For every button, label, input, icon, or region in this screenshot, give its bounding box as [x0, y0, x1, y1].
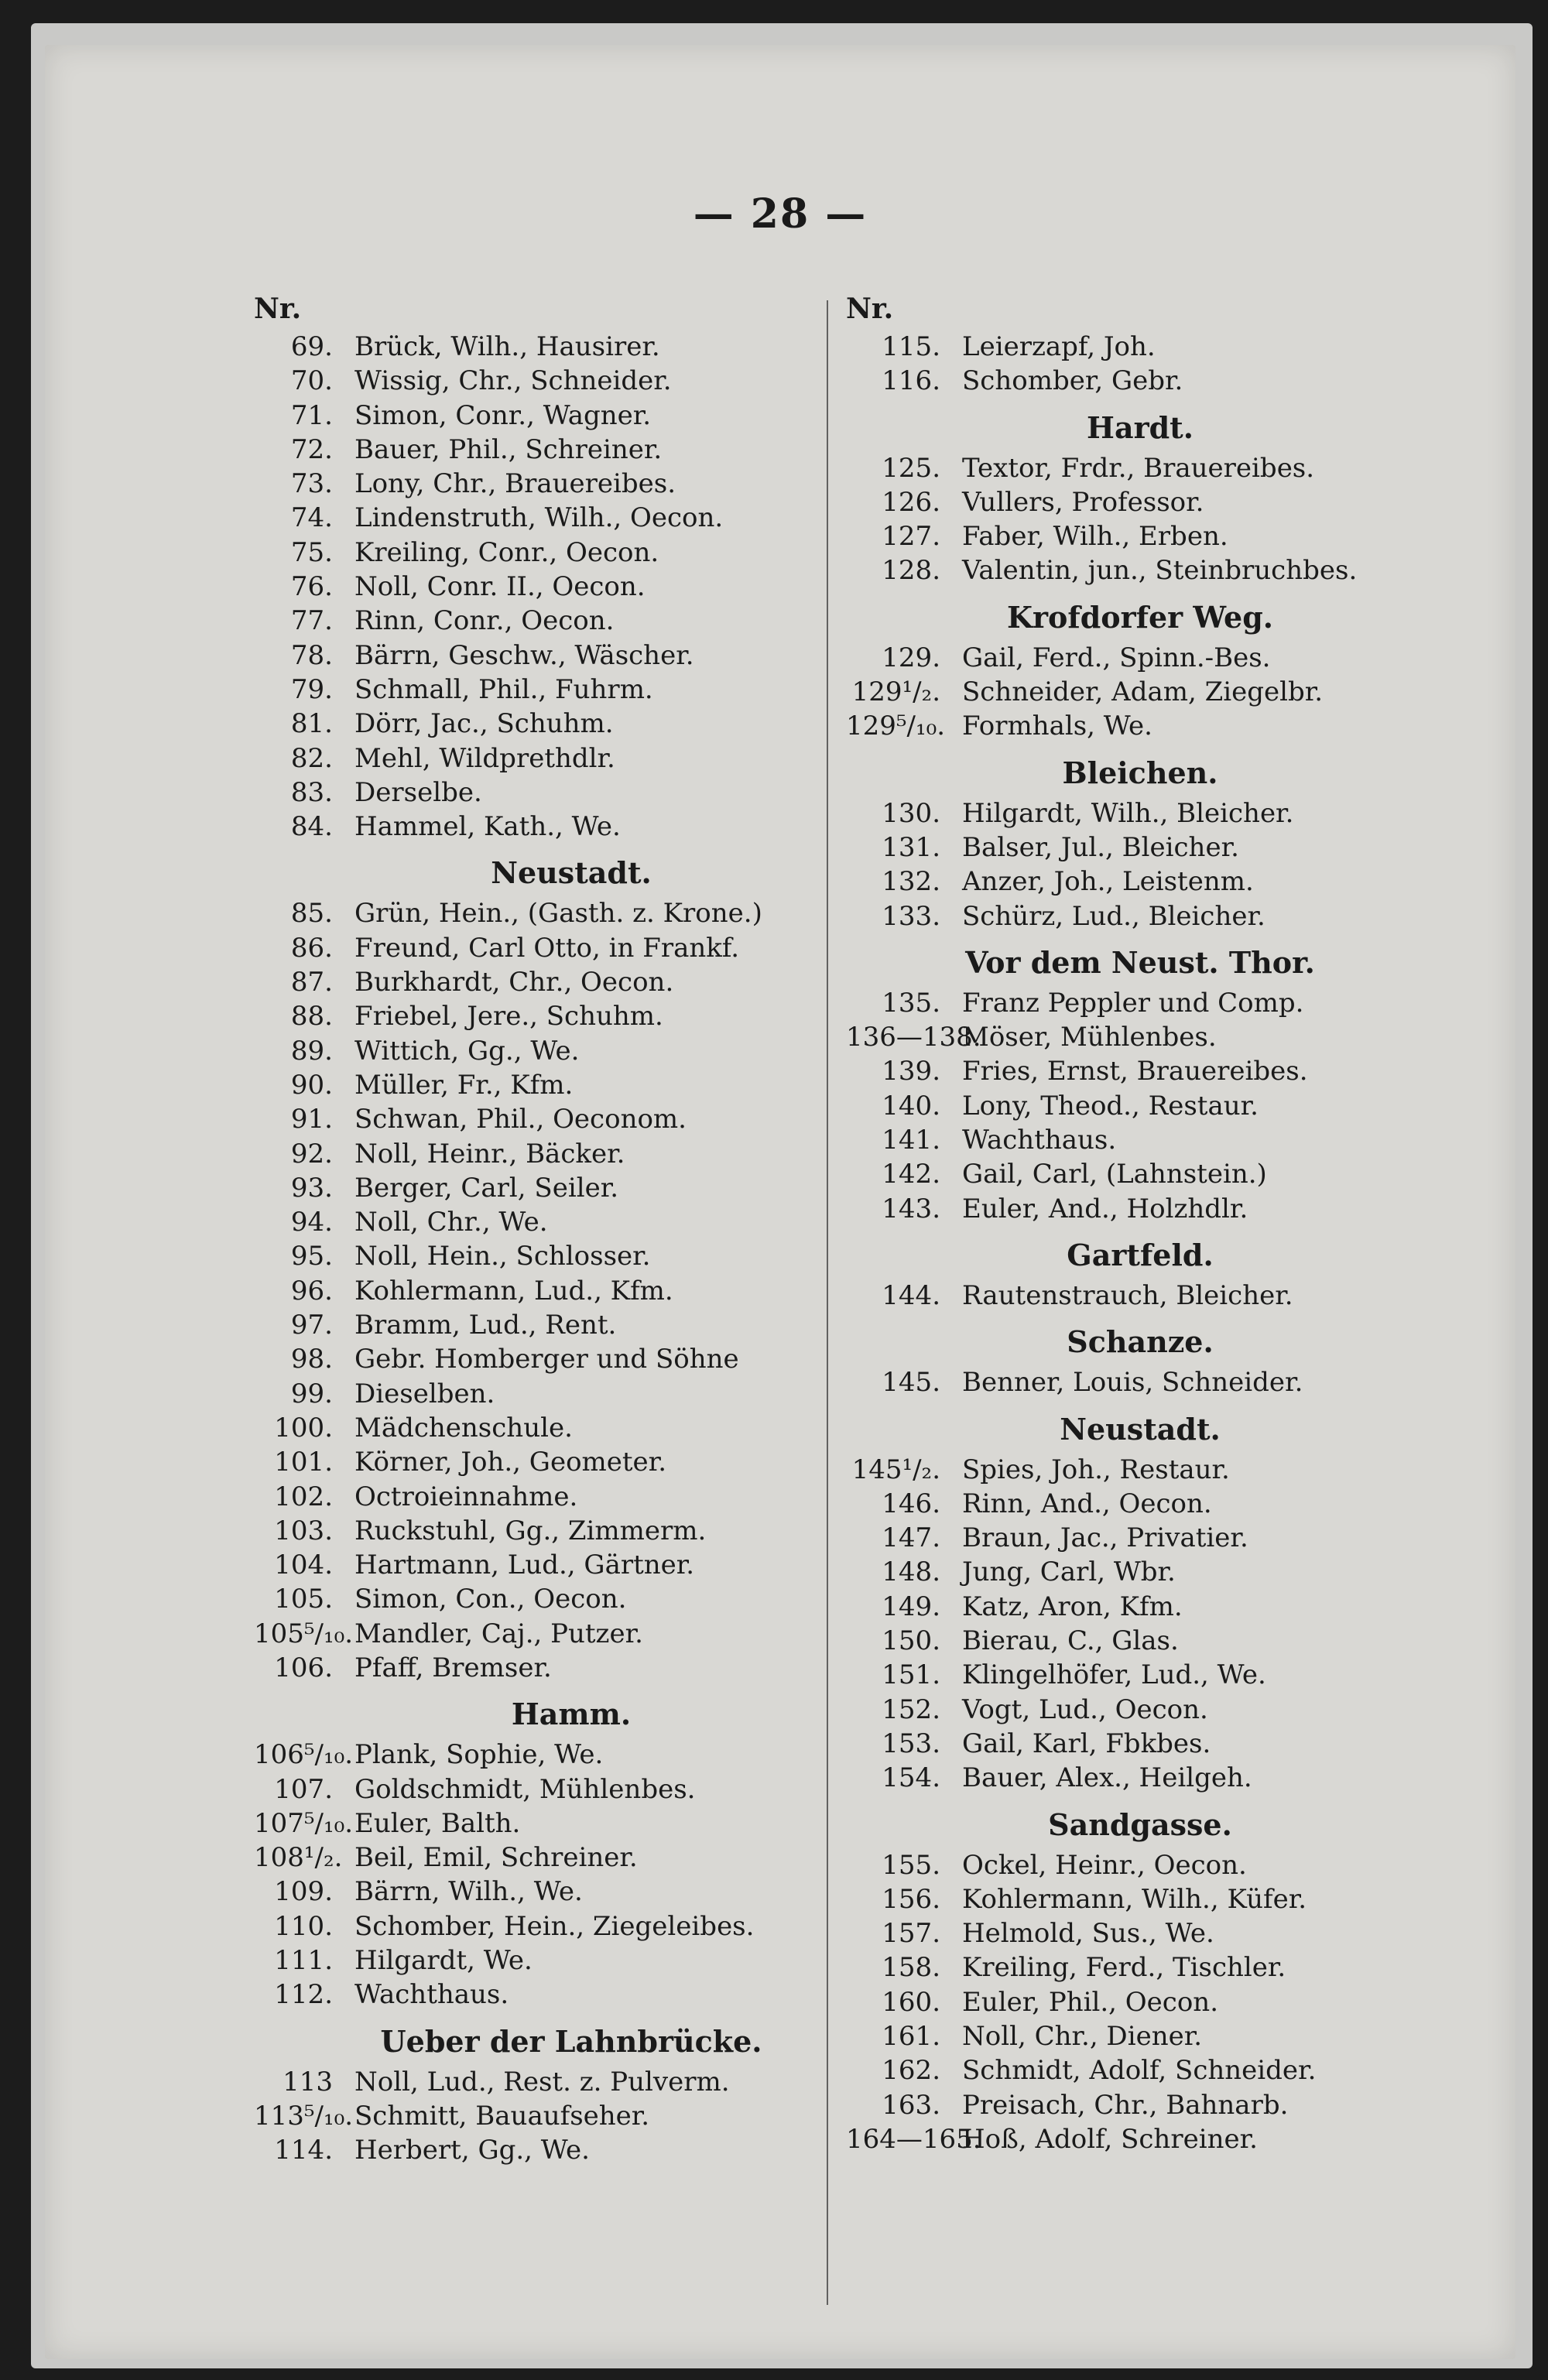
entry-name: Simon, Con., Oecon. — [354, 1584, 627, 1615]
directory-entry — [254, 1875, 889, 1909]
entry-number: 91. — [290, 1104, 333, 1135]
entry-number: 129. — [882, 642, 940, 673]
entry-number: 110. — [274, 1910, 333, 1942]
entry-number: 146. — [882, 1488, 940, 1519]
entry-name: Burkhardt, Chr., Oecon. — [354, 967, 674, 998]
entry-name: Simon, Conr., Wagner. — [354, 399, 652, 431]
directory-entry — [254, 501, 889, 535]
directory-entry — [846, 1157, 1465, 1191]
entry-name: Euler, Balth. — [354, 1807, 521, 1839]
entry-name: Braun, Jac., Privatier. — [962, 1522, 1248, 1554]
directory-entry — [254, 1978, 889, 2012]
entry-number: 95. — [290, 1241, 333, 1272]
entry-name: Kreiling, Ferd., Tischler. — [962, 1952, 1286, 1984]
entry-name: Schomber, Hein., Ziegeleibes. — [354, 1910, 755, 1942]
entry-number: 157. — [882, 1918, 940, 1950]
entry-number: 156. — [882, 1883, 940, 1915]
directory-entry — [846, 1590, 1465, 1624]
entry-name: Euler, And., Holzhdlr. — [962, 1193, 1248, 1224]
entry-number: 74. — [290, 502, 333, 534]
entry-number: 102. — [274, 1481, 333, 1512]
entry-name: Hilgardt, We. — [354, 1945, 533, 1977]
directory-entry — [254, 810, 889, 844]
entry-name: Schwan, Phil., Oeconom. — [354, 1104, 687, 1135]
entry-number: 160. — [882, 1986, 940, 2018]
entry-number: 90. — [290, 1069, 333, 1101]
directory-entry — [254, 1308, 889, 1342]
entry-number: 84. — [290, 811, 333, 843]
directory-entry — [254, 1841, 889, 1875]
entry-name: Brück, Wilh., Hausirer. — [354, 331, 660, 362]
entry-number: 106. — [274, 1652, 333, 1683]
entry-number: 114. — [274, 2135, 333, 2166]
column-header: Nr. — [846, 293, 894, 325]
directory-entry — [846, 1693, 1465, 1727]
entry-number: 131. — [882, 831, 940, 863]
entry-name: Dieselben. — [354, 1378, 495, 1409]
directory-entry — [846, 1020, 1465, 1054]
directory-entry — [846, 451, 1465, 485]
directory-entry — [254, 1772, 889, 1806]
entry-number: 77. — [290, 605, 333, 637]
entry-number: 132. — [882, 866, 940, 898]
entry-name: Schürz, Lud., Bleicher. — [962, 900, 1265, 932]
entry-number: 125. — [882, 452, 940, 484]
entry-number: 126. — [882, 486, 940, 518]
entry-number: 83. — [290, 776, 333, 808]
entry-name: Textor, Frdr., Brauereibes. — [962, 452, 1315, 484]
entry-name: Wissig, Chr., Schneider. — [354, 365, 672, 397]
entry-name: Mädchenschule. — [354, 1412, 573, 1443]
entry-number: 89. — [290, 1035, 333, 1067]
entry-number: 113⁵/₁₀. — [254, 2100, 354, 2132]
entry-number: 98. — [290, 1344, 333, 1375]
entry-number: 112. — [274, 1979, 333, 2011]
directory-entry — [846, 1279, 1465, 1313]
entry-name: Noll, Chr., We. — [354, 1207, 548, 1238]
entry-number: 82. — [290, 742, 333, 774]
entry-number: 115. — [882, 331, 940, 362]
entry-name: Vullers, Professor. — [962, 486, 1204, 518]
entry-name: Balser, Jul., Bleicher. — [962, 831, 1239, 863]
entry-name: Hoß, Adolf, Schreiner. — [962, 2123, 1258, 2155]
directory-entry — [254, 1445, 889, 1479]
entry-number: 92. — [290, 1138, 333, 1169]
entry-number: 147. — [882, 1522, 940, 1554]
entry-name: Müller, Fr., Kfm. — [354, 1069, 574, 1101]
entry-number: 106⁵/₁₀. — [254, 1739, 354, 1771]
directory-entry — [254, 1171, 889, 1205]
street-heading: Vor dem Neust. Thor. — [965, 944, 1315, 980]
directory-entry — [254, 1943, 889, 1978]
entry-number: 143. — [882, 1193, 940, 1224]
directory-entry — [846, 519, 1465, 553]
street-heading: Krofdorfer Weg. — [1006, 599, 1273, 635]
directory-entry — [846, 1848, 1465, 1882]
directory-entry — [254, 330, 889, 364]
street-heading: Hamm. — [511, 1697, 632, 1732]
directory-entry — [254, 2065, 889, 2099]
directory-entry — [846, 1054, 1465, 1088]
entry-number: 86. — [290, 932, 333, 964]
entry-number: 162. — [882, 2055, 940, 2087]
directory-entry — [846, 1192, 1465, 1226]
entry-name: Lony, Theod., Restaur. — [962, 1090, 1259, 1122]
entry-number: 164—165. — [846, 2123, 981, 2155]
entry-name: Hammel, Kath., We. — [354, 811, 621, 843]
entry-number: 130. — [882, 797, 940, 829]
entry-name: Derselbe. — [354, 776, 482, 808]
entry-number: 152. — [882, 1693, 940, 1725]
entry-number: 144. — [882, 1279, 940, 1311]
entry-name: Rinn, And., Oecon. — [962, 1488, 1212, 1519]
entry-name: Gail, Ferd., Spinn.-Bes. — [962, 642, 1271, 673]
entry-number: 107. — [274, 1773, 333, 1805]
street-heading: Neustadt. — [491, 855, 652, 891]
directory-entry — [254, 1651, 889, 1685]
entry-name: Noll, Lud., Rest. z. Pulverm. — [354, 2066, 730, 2097]
entry-name: Ockel, Heinr., Oecon. — [962, 1849, 1247, 1881]
entry-name: Dörr, Jac., Schuhm. — [354, 708, 614, 740]
entry-name: Noll, Chr., Diener. — [962, 2020, 1203, 2052]
entry-name: Lony, Chr., Brauereibes. — [354, 468, 676, 500]
directory-entry — [254, 1377, 889, 1411]
directory-entry — [846, 641, 1465, 675]
entry-name: Gail, Carl, (Lahnstein.) — [962, 1159, 1267, 1190]
entry-name: Octroieinnahme. — [354, 1481, 578, 1512]
entry-name: Franz Peppler und Comp. — [962, 987, 1304, 1019]
directory-entry — [254, 1342, 889, 1376]
entry-name: Jung, Carl, Wbr. — [962, 1556, 1176, 1588]
entry-name: Noll, Conr. II., Oecon. — [354, 571, 646, 603]
entry-name: Schomber, Gebr. — [962, 365, 1183, 397]
entry-number: 93. — [290, 1172, 333, 1204]
directory-entry — [846, 1761, 1465, 1795]
entry-name: Preisach, Chr., Bahnarb. — [962, 2089, 1289, 2121]
entry-name: Benner, Louis, Schneider. — [962, 1367, 1303, 1399]
directory-entry — [254, 931, 889, 965]
entry-number: 150. — [882, 1625, 940, 1657]
entry-name: Beil, Emil, Schreiner. — [354, 1842, 638, 1874]
directory-entry — [254, 1514, 889, 1548]
directory-entry — [846, 675, 1465, 709]
entry-number: 100. — [274, 1412, 333, 1443]
entry-name: Freund, Carl Otto, in Frankf. — [354, 932, 740, 964]
entry-number: 129⁵/₁₀. — [846, 711, 946, 742]
directory-entry — [254, 1738, 889, 1772]
directory-entry — [254, 1582, 889, 1616]
entry-number: 140. — [882, 1090, 940, 1122]
entry-number: 69. — [290, 331, 333, 362]
directory-entry — [846, 1624, 1465, 1658]
entry-name: Pfaff, Bremser. — [354, 1652, 552, 1683]
entry-number: 75. — [290, 536, 333, 568]
street-heading: Gartfeld. — [1067, 1237, 1214, 1272]
entry-name: Euler, Phil., Oecon. — [962, 1986, 1219, 2018]
entry-name: Bärrn, Wilh., We. — [354, 1876, 583, 1908]
left-column — [254, 293, 889, 2168]
street-heading: Bleichen. — [1062, 755, 1218, 790]
entry-name: Lindenstruth, Wilh., Oecon. — [354, 502, 724, 534]
directory-entry — [254, 1480, 889, 1514]
directory-entry — [846, 1882, 1465, 1916]
directory-entry — [254, 604, 889, 638]
directory-entry — [254, 1806, 889, 1841]
entry-number: 128. — [882, 555, 940, 587]
entry-number: 103. — [274, 1515, 333, 1546]
street-heading: Sandgasse. — [1048, 1806, 1232, 1842]
entry-name: Grün, Hein., (Gasth. z. Krone.) — [354, 898, 762, 930]
entry-name: Wachthaus. — [962, 1125, 1117, 1156]
entry-name: Mehl, Wildprethdlr. — [354, 742, 615, 774]
entry-name: Bärrn, Geschw., Wäscher. — [354, 639, 694, 671]
directory-entry — [846, 1365, 1465, 1399]
entry-number: 88. — [290, 1001, 333, 1032]
entry-name: Rinn, Conr., Oecon. — [354, 605, 615, 637]
entry-number: 161. — [882, 2020, 940, 2052]
directory-entry — [254, 1239, 889, 1273]
entry-number: 107⁵/₁₀. — [254, 1807, 354, 1839]
entry-number: 163. — [882, 2089, 940, 2121]
directory-entry — [254, 1205, 889, 1239]
entry-number: 111. — [274, 1945, 333, 1977]
directory-entry — [254, 1034, 889, 1068]
entry-number: 135. — [882, 987, 940, 1019]
entry-name: Kohlermann, Lud., Kfm. — [354, 1275, 673, 1306]
entry-name: Herbert, Gg., We. — [354, 2135, 590, 2166]
entry-name: Rautenstrauch, Bleicher. — [962, 1279, 1293, 1311]
entry-number: 148. — [882, 1556, 940, 1588]
entry-number: 81. — [290, 708, 333, 740]
directory-entry — [846, 1950, 1465, 1984]
directory-entry — [254, 776, 889, 810]
entry-name: Möser, Mühlenbes. — [962, 1022, 1217, 1053]
directory-entry — [846, 2019, 1465, 2053]
directory-entry — [846, 830, 1465, 865]
directory-entry — [846, 553, 1465, 587]
entry-name: Schmall, Phil., Fuhrm. — [354, 673, 653, 705]
entry-name: Plank, Sophie, We. — [354, 1739, 604, 1771]
right-column — [846, 293, 1465, 2156]
entry-number: 97. — [290, 1310, 333, 1341]
column-header: Nr. — [254, 293, 302, 325]
directory-entry — [254, 999, 889, 1033]
directory-entry — [254, 639, 889, 673]
entry-number: 94. — [290, 1207, 333, 1238]
entry-number: 104. — [274, 1550, 333, 1581]
directory-entry — [846, 2088, 1465, 2122]
entry-name: Klingelhöfer, Lud., We. — [962, 1659, 1266, 1691]
entry-number: 85. — [290, 898, 333, 930]
street-heading: Hardt. — [1087, 409, 1194, 445]
directory-entry — [254, 707, 889, 741]
entry-number: 87. — [290, 967, 333, 998]
entry-name: Noll, Heinr., Bäcker. — [354, 1138, 625, 1169]
entry-number: 136—138. — [846, 1022, 981, 1053]
entry-number: 154. — [882, 1762, 940, 1794]
directory-entry — [846, 364, 1465, 398]
directory-entry — [254, 1137, 889, 1171]
entry-name: Kreiling, Conr., Oecon. — [354, 536, 659, 568]
directory-entry — [846, 1658, 1465, 1692]
directory-entry — [846, 2122, 1465, 2156]
entry-name: Katz, Aron, Kfm. — [962, 1591, 1183, 1622]
entry-name: Gail, Karl, Fbkbes. — [962, 1728, 1211, 1759]
entry-name: Bauer, Phil., Schreiner. — [354, 433, 663, 465]
entry-name: Faber, Wilh., Erben. — [962, 521, 1228, 553]
entry-number: 70. — [290, 365, 333, 397]
directory-entry — [846, 1453, 1465, 1487]
directory-entry — [254, 673, 889, 707]
entry-number: 101. — [274, 1447, 333, 1478]
page-number: — 28 — — [693, 190, 868, 238]
entry-number: 72. — [290, 433, 333, 465]
street-heading: Ueber der Lahnbrücke. — [380, 2023, 762, 2059]
directory-entry — [846, 986, 1465, 1020]
entry-number: 108¹/₂. — [254, 1842, 343, 1874]
entry-number: 109. — [274, 1876, 333, 1908]
entry-name: Körner, Joh., Geometer. — [354, 1447, 667, 1478]
directory-entry — [846, 330, 1465, 364]
entry-number: 151. — [882, 1659, 940, 1691]
entry-name: Berger, Carl, Seiler. — [354, 1172, 619, 1204]
entry-number: 71. — [290, 399, 333, 431]
entry-name: Bierau, C., Glas. — [962, 1625, 1179, 1657]
directory-entry — [254, 1274, 889, 1308]
directory-entry — [254, 467, 889, 501]
entry-number: 96. — [290, 1275, 333, 1306]
entry-name: Formhals, We. — [962, 711, 1152, 742]
entry-name: Wachthaus. — [354, 1979, 509, 2011]
entry-name: Schmitt, Bauaufseher. — [354, 2100, 650, 2132]
entry-name: Gebr. Homberger und Söhne — [354, 1344, 739, 1375]
entry-number: 116. — [882, 365, 940, 397]
entry-number: 139. — [882, 1056, 940, 1087]
directory-entry — [254, 536, 889, 570]
directory-entry — [846, 709, 1465, 743]
directory-entry — [254, 2099, 889, 2133]
entry-number: 155. — [882, 1849, 940, 1881]
directory-entry — [254, 364, 889, 398]
directory-entry — [254, 570, 889, 604]
directory-entry — [254, 896, 889, 930]
entry-number: 133. — [882, 900, 940, 932]
entry-name: Vogt, Lud., Oecon. — [962, 1693, 1208, 1725]
directory-entry — [846, 1521, 1465, 1555]
entry-name: Noll, Hein., Schlosser. — [354, 1241, 651, 1272]
directory-entry — [254, 1102, 889, 1136]
entry-name: Fries, Ernst, Brauereibes. — [962, 1056, 1308, 1087]
directory-entry — [254, 1548, 889, 1582]
entry-number: 73. — [290, 468, 333, 500]
entry-name: Schneider, Adam, Ziegelbr. — [962, 676, 1324, 708]
directory-entry — [846, 1727, 1465, 1761]
entry-name: Spies, Joh., Restaur. — [962, 1454, 1230, 1485]
entry-number: 142. — [882, 1159, 940, 1190]
entry-name: Schmidt, Adolf, Schneider. — [962, 2055, 1317, 2087]
directory-entry — [254, 965, 889, 999]
entry-number: 105. — [274, 1584, 333, 1615]
directory-entry — [846, 1089, 1465, 1123]
entry-name: Valentin, jun., Steinbruchbes. — [962, 555, 1358, 587]
entry-name: Hilgardt, Wilh., Bleicher. — [962, 797, 1294, 829]
entry-name: Bramm, Lud., Rent. — [354, 1310, 617, 1341]
entry-name: Hartmann, Lud., Gärtner. — [354, 1550, 695, 1581]
entry-name: Anzer, Joh., Leistenm. — [962, 866, 1254, 898]
directory-entry — [254, 741, 889, 776]
directory-entry — [254, 1909, 889, 1943]
directory-entry — [254, 2133, 889, 2167]
entry-name: Ruckstuhl, Gg., Zimmerm. — [354, 1515, 707, 1546]
entry-name: Helmold, Sus., We. — [962, 1918, 1214, 1950]
entry-name: Friebel, Jere., Schuhm. — [354, 1001, 663, 1032]
entry-number: 76. — [290, 571, 333, 603]
entry-number: 113 — [283, 2066, 333, 2097]
street-heading: Neustadt. — [1060, 1411, 1221, 1447]
entry-number: 141. — [882, 1125, 940, 1156]
entry-name: Kohlermann, Wilh., Küfer. — [962, 1883, 1307, 1915]
directory-entry — [254, 433, 889, 467]
directory-entry — [846, 1555, 1465, 1589]
entry-number: 153. — [882, 1728, 940, 1759]
entry-number: 105⁵/₁₀. — [254, 1618, 354, 1649]
street-heading: Schanze. — [1067, 1324, 1214, 1360]
directory-entry — [846, 485, 1465, 519]
directory-entry — [846, 1123, 1465, 1157]
directory-entry — [846, 1487, 1465, 1521]
directory-entry — [846, 899, 1465, 933]
directory-entry — [254, 1411, 889, 1445]
entry-number: 127. — [882, 521, 940, 553]
entry-name: Mandler, Caj., Putzer. — [354, 1618, 643, 1649]
entry-name: Bauer, Alex., Heilgeh. — [962, 1762, 1252, 1794]
directory-entry — [846, 796, 1465, 830]
directory-entry — [846, 1916, 1465, 1950]
entry-name: Goldschmidt, Mühlenbes. — [354, 1773, 696, 1805]
directory-entry — [846, 2053, 1465, 2087]
entry-number: 79. — [290, 673, 333, 705]
entry-number: 145¹/₂. — [851, 1454, 940, 1485]
entry-number: 145. — [882, 1367, 940, 1399]
entry-name: Wittich, Gg., We. — [354, 1035, 580, 1067]
directory-entry — [254, 1068, 889, 1102]
entry-number: 158. — [882, 1952, 940, 1984]
directory-entry — [254, 399, 889, 433]
directory-entry — [846, 865, 1465, 899]
entry-number: 149. — [882, 1591, 940, 1622]
entry-number: 129¹/₂. — [851, 676, 940, 708]
directory-entry — [254, 1617, 889, 1651]
entry-number: 78. — [290, 639, 333, 671]
directory-entry — [846, 1985, 1465, 2019]
entry-number: 99. — [290, 1378, 333, 1409]
entry-name: Leierzapf, Joh. — [962, 331, 1156, 362]
document-page — [45, 45, 1515, 2359]
